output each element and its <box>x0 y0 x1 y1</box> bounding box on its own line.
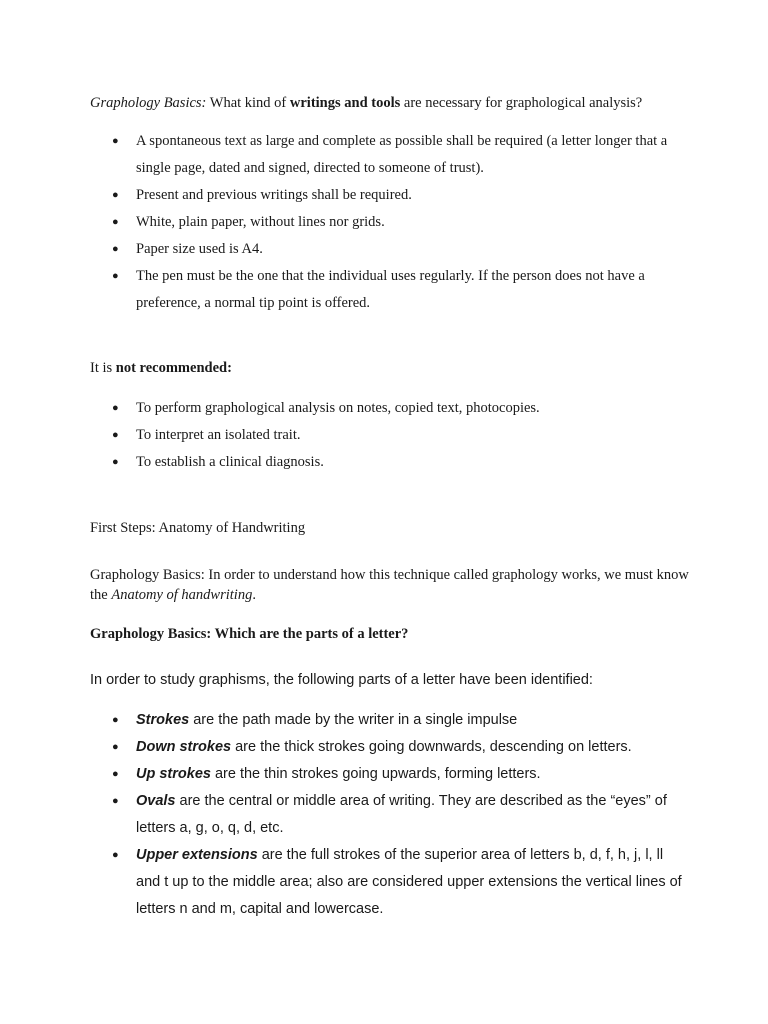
not-recommended-heading <box>90 358 690 378</box>
list-item <box>90 395 690 422</box>
not-recommended-text: To interpret an isolated trait. <box>136 427 301 443</box>
anatomy-text: Graphology Basics: In order to understand how this technique called graphology works, we must know the <box>90 567 689 603</box>
bullet-icon: ● <box>112 270 119 282</box>
list-item <box>90 182 690 209</box>
intro-text-2: are necessary for graphological analysis? <box>400 95 643 111</box>
bullet-icon: ● <box>112 216 119 228</box>
part-term: Ovals <box>136 793 176 809</box>
bullet-icon: ● <box>112 189 119 201</box>
intro-text-1: What kind of <box>206 95 290 111</box>
part-desc: are the path made by the writer in a single impulse <box>189 712 518 728</box>
not-recommended-prefix: It is <box>90 360 116 376</box>
requirement-text: White, plain paper, without lines nor grids. <box>136 214 385 230</box>
not-recommended-text: To establish a clinical diagnosis. <box>136 454 324 470</box>
part-desc: are the full strokes of the superior area of letters b, d, f, h, j, l, ll and t up to the middle area; also are considered upper extensions the vertical lines of letters n and m, capital and lowercase. <box>136 847 682 917</box>
list-item <box>90 236 690 263</box>
list-item <box>90 734 690 761</box>
part-desc: are the central or middle area of writing. They are described as the “eyes” of letters a, g, o, q, d, etc. <box>136 793 667 836</box>
first-steps-heading: First Steps: Anatomy of Handwriting <box>90 520 306 536</box>
requirements-list <box>90 128 690 317</box>
list-item <box>90 209 690 236</box>
requirement-text: A spontaneous text as large and complete as possible shall be required (a letter longer that a single page, dated and signed, directed to someone of trust). <box>136 133 668 176</box>
not-recommended-list <box>90 395 690 476</box>
anatomy-paragraph <box>90 565 690 605</box>
parts-heading <box>90 624 690 644</box>
bullet-icon: ● <box>112 768 119 780</box>
part-term: Upper extensions <box>136 847 258 863</box>
requirement-text: The pen must be the one that the individual uses regularly. If the person does not have a preference, a normal tip point is offered. <box>136 268 645 311</box>
list-item <box>90 128 690 182</box>
requirement-text: Present and previous writings shall be required. <box>136 187 412 203</box>
part-desc: are the thick strokes going downwards, descending on letters. <box>231 739 632 755</box>
list-item <box>90 449 690 476</box>
intro-question <box>90 93 690 113</box>
part-term: Up strokes <box>136 766 211 782</box>
list-item <box>90 263 690 317</box>
bullet-icon: ● <box>112 741 119 753</box>
bullet-icon: ● <box>112 456 119 468</box>
not-recommended-text: To perform graphological analysis on notes, copied text, photocopies. <box>136 400 540 416</box>
parts-heading-text: Graphology Basics: Which are the parts of a letter? <box>90 626 409 642</box>
intro-prefix: Graphology Basics: <box>90 95 207 111</box>
bullet-icon: ● <box>112 714 119 726</box>
bullet-icon: ● <box>112 135 119 147</box>
list-item <box>90 761 690 788</box>
bullet-icon: ● <box>112 429 119 441</box>
bullet-icon: ● <box>112 402 119 414</box>
requirement-text: Paper size used is A4. <box>136 241 263 257</box>
list-item <box>90 842 690 923</box>
part-term: Strokes <box>136 712 190 728</box>
part-desc: are the thin strokes going upwards, forming letters. <box>210 766 541 782</box>
list-item <box>90 422 690 449</box>
parts-list <box>90 707 690 923</box>
anatomy-end: . <box>252 587 256 603</box>
list-item <box>90 707 690 734</box>
bullet-icon: ● <box>112 849 119 861</box>
list-item <box>90 788 690 842</box>
not-recommended-bold: not recommended: <box>115 360 232 376</box>
bullet-icon: ● <box>112 243 119 255</box>
intro-bold: writings and tools <box>289 95 401 111</box>
anatomy-italic: Anatomy of handwriting <box>111 587 253 603</box>
parts-intro: In order to study graphisms, the following parts of a letter have been identified: <box>90 672 593 688</box>
part-term: Down strokes <box>136 739 232 755</box>
bullet-icon: ● <box>112 795 119 807</box>
